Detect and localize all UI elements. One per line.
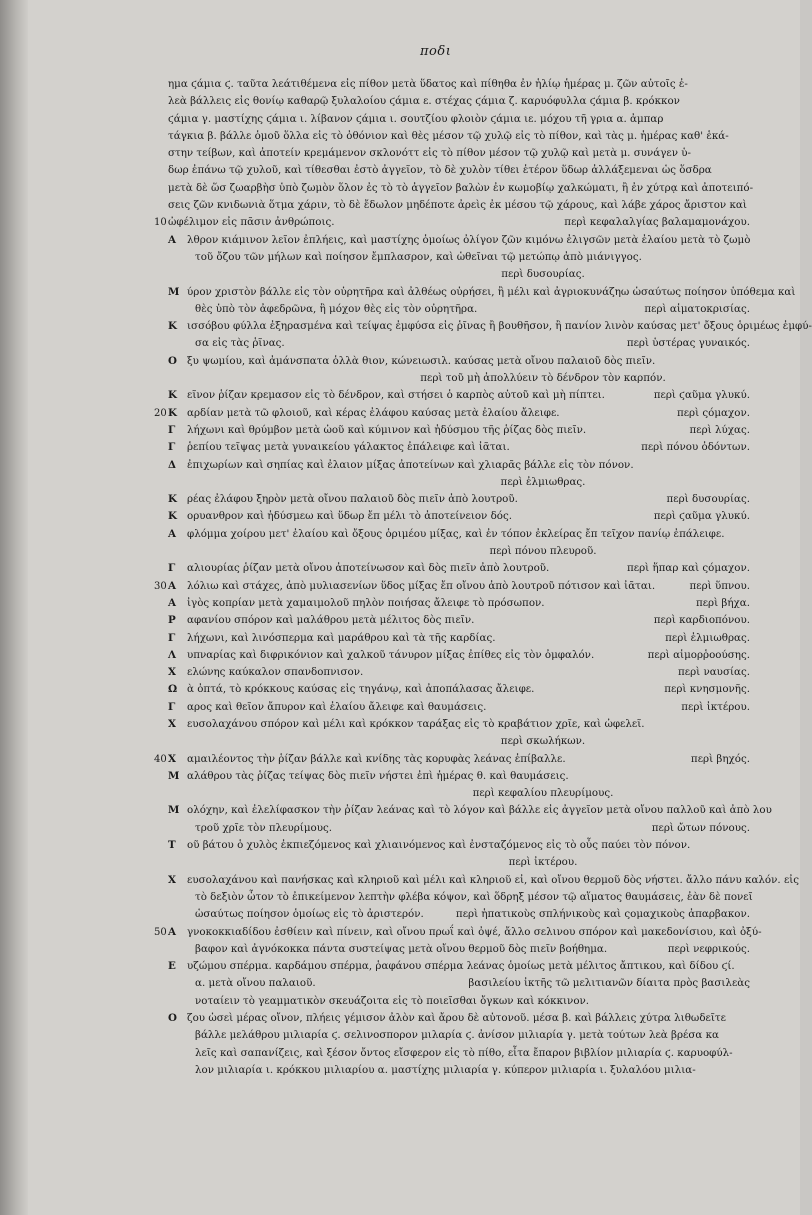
line-text: ὡσαύτως ποίησον ὁμοίως εἰς τὸ ἀριστερόν. <box>195 908 424 921</box>
side-heading: περὶ ϛαῦμα γλυκύ. <box>648 387 750 404</box>
text-line <box>168 820 768 837</box>
page-header: ποδι <box>420 44 452 59</box>
line-text: βαφον καὶ ἀγνόκοκκα πάντα συστείψας μετὰ οἴνου θερμοῦ δὸς πιεῖν βοήθημα. <box>195 942 608 955</box>
text-line <box>168 93 768 110</box>
initial-letter: Α <box>168 925 176 938</box>
text-line <box>168 941 768 958</box>
text-line <box>168 768 768 785</box>
line-text: ευσολαχάνου σπόρον καὶ μέλι καὶ κρόκκον ταράξας εἰς τὸ κραβάτιον χρῖε, καὶ ὠφελεῖ. <box>187 717 645 730</box>
side-heading: περὶ πόνου ὀδόντων. <box>635 439 750 456</box>
section-heading <box>168 854 768 871</box>
line-text: λήχωνι καὶ θρύμβον μετὰ ὠοῦ καὶ κύμινον καὶ ἡδύσμου τῆς ῥίζας δὸς πιεῖν. <box>187 423 587 436</box>
text-line <box>168 1027 768 1044</box>
line-text: εῖνον ῥίζαν κρεμασον εἰς τὸ δένδρον, καὶ στήσει ὁ καρπὸς αὐτοῦ καὶ μὴ πίπτει. <box>187 389 605 402</box>
side-heading: περὶ καρδιοπόνου. <box>648 612 750 629</box>
side-heading: βασιλείου ἰκτῆς τῶ μελιτιανῶν δίαιτα πρὸς βασιλεὰς <box>462 975 750 992</box>
text-line <box>154 214 768 231</box>
side-heading: περὶ νεφρικούς. <box>662 941 750 958</box>
text-line <box>168 958 768 975</box>
text-line <box>154 405 768 422</box>
line-number: 40 <box>154 753 167 765</box>
text-line <box>168 508 768 525</box>
line-text: αλάθρου τὰς ῥίζας τείψας δὸς πιεῖν νήστει ἐπὶ ἡμέρας θ. καὶ θαυμάσεις. <box>187 769 569 782</box>
line-text: αφανίου σπόρον καὶ μαλάθρου μετὰ μέλιτος δὸς πιεῖν. <box>187 614 475 627</box>
initial-letter: Τ <box>168 839 176 852</box>
initial-letter: Γ <box>168 562 176 575</box>
line-text: τὸ δεξιὸν ὦτον τὸ ἐπικείμενον λεπτὴν φλέβα κόψον, καὶ ὅδρηξ μέσον τῷ αἵματος θαυμάσεις, ἐὰν δὲ πονεῖ <box>195 890 753 903</box>
line-text: αρος καὶ θεῖον ἄπυρον καὶ ἐλαίου ἄλειφε καὶ θαυμάσεις. <box>187 700 487 713</box>
side-heading: περὶ λύχας. <box>684 422 750 439</box>
line-text: αρδίαν μετὰ τῶ φλοιοῦ, καὶ κέρας ἐλάφου καύσας μετὰ ἐλαίου ἄλειφε. <box>187 406 560 419</box>
line-number: 50 <box>154 926 167 938</box>
line-text: ισσόβου φύλλα ἐξηρασμένα καὶ τείψας ἐμφύσα εἰς ῥῖνας ἢ βουθῆσον, ἢ πανίον λινὸν καύσας μετ' ὄξους ὁριμέως ἐμφύ- <box>187 320 812 333</box>
text-line <box>168 993 768 1010</box>
text-line <box>168 975 768 992</box>
text-line <box>168 301 768 318</box>
initial-letter: Χ <box>168 717 176 730</box>
line-text: ϛάμια γ. μαστίχης ϛάμια ι. λίβανον ϛάμια ι. σουτζίου φλοιὸν ϛάμια ιε. μόχου τῆ γρια α. ἀμπαρ <box>168 112 664 125</box>
side-heading: περὶ κνησμονῆς. <box>658 681 750 698</box>
line-text: α. μετὰ οἴνου παλαιοῦ. <box>195 977 316 990</box>
text-line <box>168 335 768 352</box>
initial-letter: Κ <box>168 320 177 333</box>
side-heading: περὶ ἰκτέρου. <box>675 699 750 716</box>
text-line <box>168 387 768 404</box>
initial-letter: Ο <box>168 354 177 367</box>
initial-letter: Γ <box>168 631 176 644</box>
text-line <box>154 924 768 941</box>
line-text: σα εἰς τὰς ῥῖνας. <box>195 337 285 350</box>
initial-letter: Μ <box>168 804 180 817</box>
line-text: αλιουρίας ῥίζαν μετὰ οἴνου ἀποτείνωσον καὶ δὸς πιεῖν ἀπὸ λουτροῦ. <box>187 562 550 575</box>
initial-letter: Ε <box>168 960 176 973</box>
initial-letter: Α <box>168 596 176 609</box>
side-heading: περὶ ὤτων πόνους. <box>646 820 750 837</box>
initial-letter: Γ <box>168 700 176 713</box>
line-text: μετὰ δὲ ὥσ ζωαρβὴσ ὑπὸ ζωμὸν ὅλον ἐς τὸ τὸ ἀγγεῖον βαλὼν ἐν κωμοβίῳ χαλκώματι, ἢ ἐν χύτρᾳ καὶ ἀποτειπό- <box>168 181 754 194</box>
text-line <box>168 681 768 698</box>
text-line <box>168 284 796 301</box>
text-line <box>168 906 768 923</box>
text-line <box>168 1010 768 1027</box>
text-block <box>154 76 812 1079</box>
initial-letter: Ο <box>168 1012 177 1025</box>
heading-text: περὶ σκωλήκων. <box>500 735 586 748</box>
line-text: σεις ζῶν κνιδωνιὰ ὅτμα χάριν, τὸ δὲ ἔδωλον μηδέποτε ἀρεὶς ἐκ μέσου τῷ χάρους, καὶ λάβε χάρος ἄριστον καὶ <box>168 199 747 212</box>
initial-letter: Κ <box>168 406 177 419</box>
line-text: υπναρίας καὶ διφρικόνιον καὶ χαλκοῦ τάνυρον μίξας ἐπίθες εἰς τὸν ὀμφαλόν. <box>187 648 595 661</box>
heading-text: περὶ τοῦ μὴ ἀπολλύειν τὸ δένδρον τὸν καρπόν. <box>420 372 666 385</box>
text-line <box>168 872 800 889</box>
text-line <box>168 889 768 906</box>
text-line <box>154 751 768 768</box>
text-line <box>168 457 768 474</box>
line-text: ἐπιχωρίων καὶ σηπίας καὶ ἐλαιον μίξας ἀποτείνων καὶ χλιαρᾶς βάλλε εἰς τὸν πόνον. <box>187 458 634 471</box>
line-number: 10 <box>154 217 167 229</box>
line-number: 30 <box>154 580 167 592</box>
initial-letter: Κ <box>168 493 177 506</box>
text-line <box>168 111 768 128</box>
line-text: λεῖς καὶ σαπανίζεις, καὶ ξέσον ὄντος εἴσφερον εἰς τὸ πίθο, εἶτα ἔπαρον βιβλίον μιλιαρία ϛ. καρυοφύλ- <box>195 1046 733 1059</box>
line-text: ολόχην, καὶ ἐλελίφασκον τὴν ῥίζαν λεάνας καὶ τὸ λόγον καὶ βάλλε εἰς ἀγγεῖον μετὰ οἴνου παλλοῦ καὶ ἀπὸ λου <box>187 804 772 817</box>
line-text: τροῦ χρῖε τὸν πλευρίμους. <box>195 821 333 834</box>
text-line <box>168 76 768 93</box>
line-text: ἰγὸς κοπρίαν μετὰ χαμαιμολοῦ πηλὸν ποιήσας ἄλειφε τὸ πρόσωπον. <box>187 596 545 609</box>
initial-letter: Κ <box>168 389 177 402</box>
initial-letter: Μ <box>168 769 180 782</box>
line-text: λόλιω καὶ στάχες, ἀπὸ μυλιασενίων ὕδος μίξας ἔπ οἴνου ἀπὸ λουτροῦ πότισον καὶ ἰᾶται. <box>187 579 656 592</box>
line-text: στην τείβων, καὶ ἀποτείν κρεμάμενον σκλονόττ εἰς τὸ πίθον μέσον τῷ χυλῷ καὶ μετὰ μ. συνάγεν ὑ- <box>168 147 691 160</box>
side-heading: περὶ ἐλμιωθρας. <box>659 630 750 647</box>
line-text: ῥεπίου τεῖψας μετὰ γυναικείου γάλακτος ἐπάλειφε καὶ ἰᾶται. <box>187 441 510 454</box>
initial-letter: Μ <box>168 285 180 298</box>
line-text: θὲς ὑπὸ τὸν ἀφεδρῶνα, ἢ μόχον θὲς εἰς τὸν οὐρητῆρα. <box>195 302 478 315</box>
text-line <box>154 578 768 595</box>
side-heading: περὶ ςόμαχον. <box>671 405 750 422</box>
text-line <box>168 145 768 162</box>
text-line <box>168 716 768 733</box>
text-line <box>168 699 768 716</box>
initial-letter: Χ <box>168 873 176 886</box>
initial-letter: Λ <box>168 648 176 661</box>
side-heading: περὶ ὑστέρας γυναικός. <box>621 335 750 352</box>
text-line <box>168 162 768 179</box>
text-line <box>168 837 768 854</box>
line-text: οῦ βάτου ὁ χυλὸς ἐκπιεζόμενος καὶ χλιαινόμενος καὶ ἐνσταζόμενος εἰς τὸ οὖς παύει τὸν πόνον. <box>187 839 691 852</box>
text-line <box>168 560 768 577</box>
text-line <box>168 630 768 647</box>
line-text: ελώνης καύκαλον σπανδοπνισον. <box>187 666 364 679</box>
initial-letter: Α <box>168 233 176 246</box>
text-line <box>168 318 812 335</box>
section-heading <box>168 733 768 750</box>
side-heading: περὶ βήχα. <box>690 595 750 612</box>
heading-text: περὶ ἰκτέρου. <box>508 856 578 869</box>
line-text: λθρον κιάμινον λεῖον ἐπλήεις, καὶ μαστίχης ὁμοίως ὀλίγον ζῶν κιμόνω ἐλιγσῶν μετὰ ἐλαίου μετὰ τὸ ζωμὸ <box>187 233 751 246</box>
section-heading <box>168 543 768 560</box>
initial-letter: Α <box>168 527 176 540</box>
text-line <box>168 180 768 197</box>
text-line <box>168 664 768 681</box>
line-text: υζώμου σπέρμα. καρδάμου σπέρμα, ῥαφάνου σπέρμα λεάνας ὁμοίως μετὰ μέλιτος ἄπτικου, καὶ δίδου ϛί. <box>187 960 735 973</box>
text-line <box>168 595 768 612</box>
line-text: δωρ ἐπάνω τῷ χυλοῦ, καὶ τίθεσθαι ἐστὸ ἀγγεῖον, τὸ δὲ χυλὸν τίθει ἑτέρον ὕδωρ ἀλλάξεμεναι ὡς ὅσδρα <box>168 164 712 177</box>
text-line <box>168 647 768 664</box>
initial-letter: Κ <box>168 510 177 523</box>
side-heading: περὶ αἱματοκρισίας. <box>638 301 750 318</box>
side-heading: περὶ ὕπνου. <box>684 578 750 595</box>
initial-letter: Χ <box>168 666 176 679</box>
text-line <box>168 802 772 819</box>
line-text: ημα ϛάμια ϛ. ταῦτα λεάτιθέμενα εἰς πίθον μετὰ ὕδατος καὶ πίθηθα ἐν ἡλίῳ ἡμέρας μ. ζῶν αὐτοῖς ἐ- <box>168 78 688 90</box>
section-heading <box>168 266 768 283</box>
text-line <box>168 1045 768 1062</box>
side-heading: περὶ βηχός. <box>685 751 750 768</box>
text-line <box>168 232 768 249</box>
text-line <box>168 249 768 266</box>
text-line <box>168 1062 768 1079</box>
text-line <box>168 128 768 145</box>
section-heading <box>168 370 768 387</box>
line-text: ευσολαχάνου καὶ πανήσκας καὶ κληριοῦ καὶ μέλι καὶ κληριοῦ εἰ, καὶ οἴνου θερμοῦ δὸς νήστει. ἄλλο πάνυ καλόν. εἰς <box>187 873 800 886</box>
text-line <box>168 526 768 543</box>
text-line <box>168 612 768 629</box>
text-line <box>168 422 768 439</box>
line-text: τοῦ ὄζου τῶν μήλων καὶ ποίησον ἔμπλασρον, καὶ ὡθεῖναι τῷ μετώπῳ ἀπὸ μιάνιγγος. <box>195 250 642 263</box>
text-line <box>168 353 768 370</box>
text-line <box>168 439 768 456</box>
line-text: φλόμμα χοίρου μετ' ἐλαίου καὶ ὄξους ὁριμέου μίξας, καὶ ἐν τόπον ἐκλείρας ἔπ τεῖχον πανίῳ ἐπάλειφε. <box>187 527 725 540</box>
line-text: αμαιλέοντος τὴν ῥίζαν βάλλε καὶ κνίδης τὰς κορυφὰς λεάνας ἐπίβαλλε. <box>187 752 566 765</box>
side-heading: περὶ αἱμορῥοούσης. <box>642 647 750 664</box>
heading-text: περὶ κεφαλίου πλευρίμους. <box>472 787 614 800</box>
side-heading: περὶ ἡπατικοὺς σπλήνικοὺς καὶ ςομαχικοὺς ἀπαρβακον. <box>450 906 750 923</box>
line-number: 20 <box>154 407 167 419</box>
text-line <box>168 491 768 508</box>
initial-letter: Γ <box>168 441 176 454</box>
line-text: ξυ ψωμίου, καὶ ἀμάνσπατα ὁλλὰ θιον, κώνειωσιλ. καύσας μετὰ οἴνου παλαιοῦ δὸς πιεῖν. <box>187 354 656 367</box>
line-text: ορυανθρον καὶ ἡδύσμεω καὶ ὕδωρ ἔπ μέλι τὸ ἀποτείνειον δός. <box>187 510 513 523</box>
line-text: νοταίειν τὸ γεαμματικὸν σκευάζοιτα εἰς τὸ ποιεῖσθαι ὄγκων καὶ κόκκινον. <box>195 994 590 1007</box>
line-text: ύρον χριστὸν βάλλε εἰς τὸν οὐρητῆρα καὶ ἀλθέως οὐρήσει, ἢ μέλι καὶ ἀγριοκυνάζηω ὡσαύτως ποίησον ὑπόθεμα καὶ <box>187 285 796 298</box>
side-heading: περὶ ϛαῦμα γλυκύ. <box>648 508 750 525</box>
side-heading: περὶ κεφαλαλγίας βαλαμαμονάχου. <box>558 214 750 231</box>
initial-letter: Χ <box>168 752 176 765</box>
line-text: βάλλε μελάθρου μιλιαρία ϛ. σελινοσπορον μιλαρία ϛ. ἀνίσον μιλιαρία γ. μετὰ τούτων λεὰ βρέσα κα <box>195 1029 720 1042</box>
heading-text: περὶ ἐλμιωθρας. <box>500 475 586 488</box>
initial-letter: Ρ <box>168 614 176 627</box>
side-heading: περὶ ἥπαρ καὶ ςόμαχον. <box>621 560 750 577</box>
section-heading <box>168 474 768 491</box>
line-text: ὰ ὀπτά, τὸ κρόκκους καύσας εἰς τηγάνῳ, καὶ ἀποπάλασας ἄλειφε. <box>187 683 535 696</box>
initial-letter: Ω <box>168 683 178 696</box>
line-text: ζου ὡσεὶ μέρας οἴνον, πλήεις γέμισον ἀλὸν καὶ ἄρου δὲ αὐτονοῦ. μέσα β. καὶ βάλλεις χύτρα λιθωδεῖτε <box>187 1012 726 1025</box>
heading-text: περὶ πόνου πλευροῦ. <box>489 545 597 558</box>
line-text: ὠφέλιμον εἰς πᾶσιν ἀνθρώποις. <box>168 216 335 229</box>
line-text: γνοκοκκιαδίδου ἐσθίειν καὶ πίνειν, καὶ οἴνου πρωΐ καὶ ὀψέ, ἄλλο σελινου σπόρον καὶ μακεδονίσιου, καὶ ὀξύ- <box>187 925 762 938</box>
text-line <box>168 197 768 214</box>
initial-letter: Γ <box>168 423 176 436</box>
initial-letter: Δ <box>168 458 176 471</box>
page-gutter <box>0 0 28 1215</box>
line-text: λεὰ βάλλεις εἰς θονίῳ καθαρῷ ξυλαλοίου ϛάμια ε. στέχας ϛάμια ζ. καρυόφυλλα ϛάμια β. κρόκκον <box>168 95 680 108</box>
heading-text: περὶ δυσουρίας. <box>501 268 585 281</box>
line-text: ρέας ἐλάφου ξηρὸν μετὰ οἴνου παλαιοῦ δὸς πιεῖν ἀπὸ λουτροῦ. <box>187 493 518 506</box>
side-heading: περὶ ναυσίας. <box>672 664 750 681</box>
side-heading: περὶ δυσουρίας. <box>661 491 751 508</box>
initial-letter: Α <box>168 579 176 592</box>
line-text: τάγκια β. βάλλε ὁμοῦ ὅλλα εἰς τὸ ὀθόνιον καὶ θὲς μέσον τῷ χυλῷ εἰς τὸ πίθον, καὶ τὰς μ. ἡμέρας καθ' ἑκά- <box>168 129 729 142</box>
line-text: λήχωνι, καὶ λινόσπερμα καὶ μαράθρου καὶ τὰ τῆς καρδίας. <box>187 631 496 644</box>
section-heading <box>168 785 768 802</box>
line-text: λον μιλιαρία ι. κρόκκου μιλιαρίου α. μαστίχης μιλιαρία γ. κύπερον μιλιαρία ι. ξυλαλόου μιλια- <box>195 1063 696 1076</box>
